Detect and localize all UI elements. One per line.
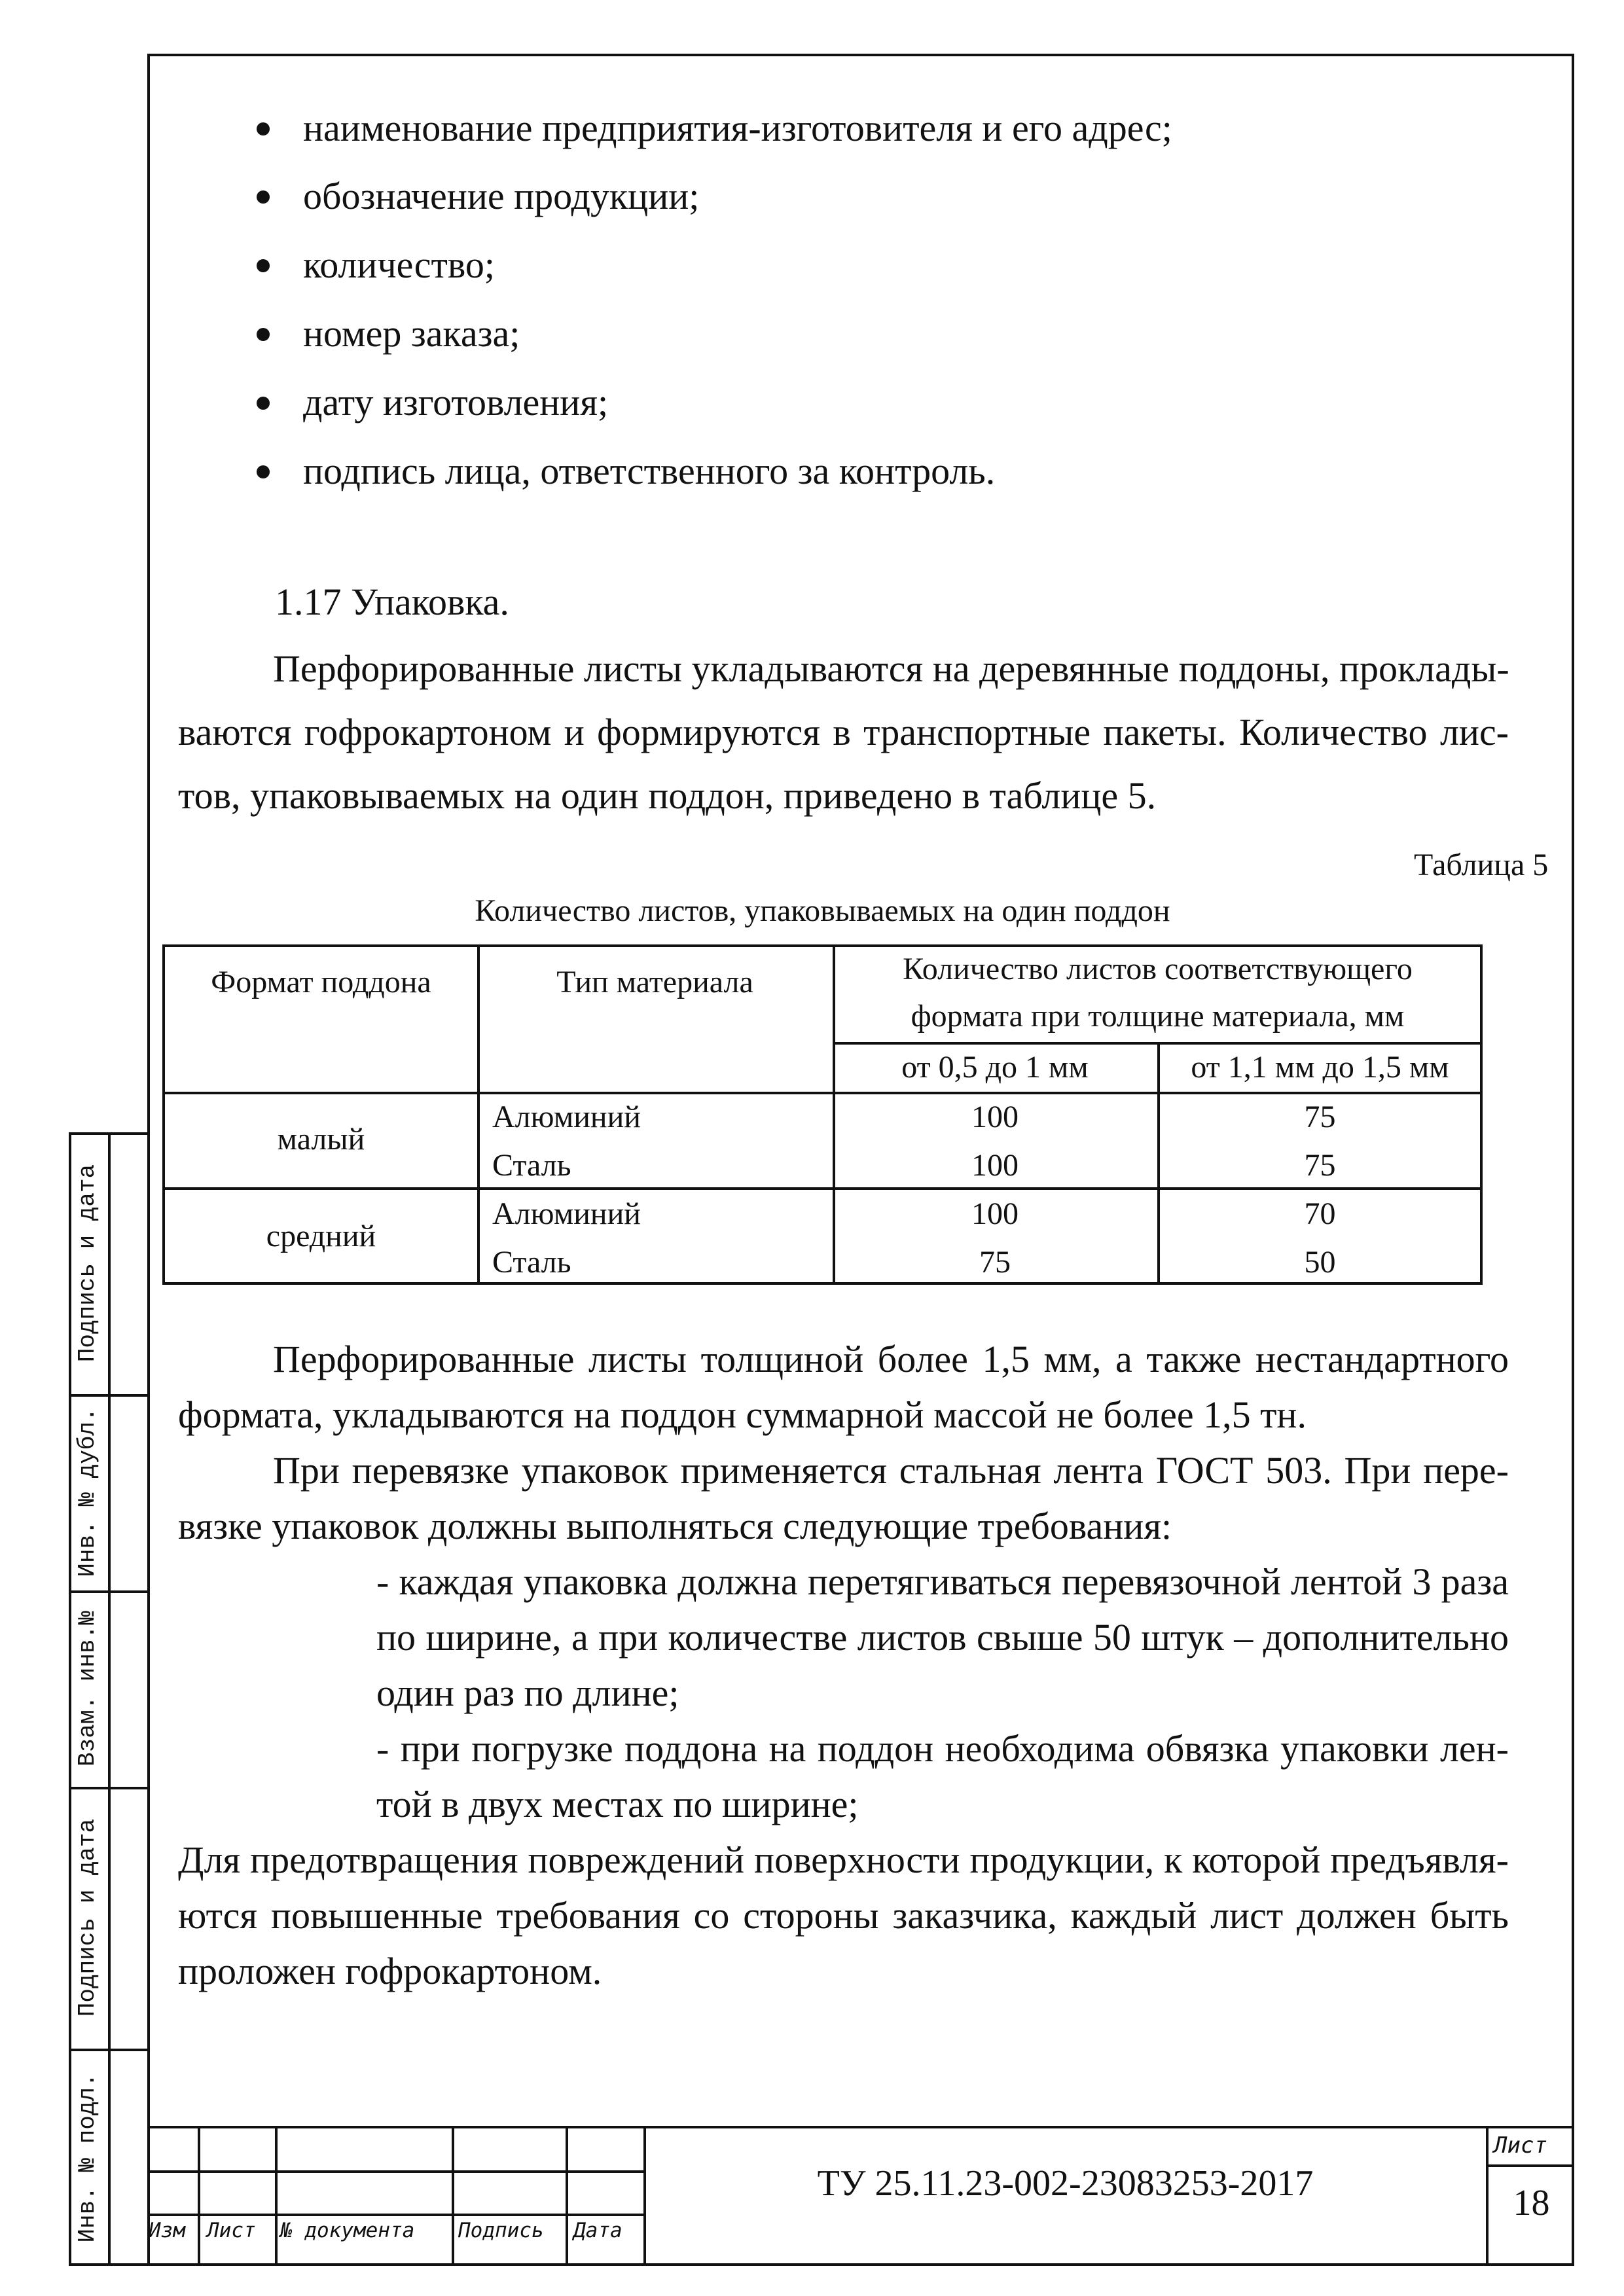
bullet-item: подпись лица, ответственного за контроль. (303, 450, 996, 492)
section-title: 1.17 Упаковка. (275, 581, 509, 623)
bullet-dot (257, 190, 270, 204)
bullet-item: дату изготовления; (303, 381, 609, 423)
para4-line: проложен гофрокартоном. (178, 1950, 602, 1992)
side-label-dup-inv: Инв. № дубл. (74, 1407, 101, 1577)
doc-code: ТУ 25.11.23-002-23083253-2017 (817, 2163, 1314, 2204)
bullet-dot (257, 122, 270, 135)
header-thin: от 0,5 до 1 мм (901, 1050, 1089, 1085)
header-format: Формат поддона (211, 965, 431, 999)
header-material: Тип материала (556, 965, 753, 999)
table-caption: Количество листов, упаковываемых на один поддон (475, 893, 1170, 928)
cell-thin: 100 (971, 1100, 1019, 1134)
para3-line: вязке упаковок должны выполняться следующие требования: (178, 1505, 1172, 1547)
side-label-sign-date: Подпись и дата (74, 1164, 101, 1363)
para4-line: Для предотвращения повреждений поверхности продукции, к которой предъявля- (178, 1839, 1509, 1881)
bullet-dot (257, 397, 270, 410)
packing-table (162, 944, 1483, 1285)
bullet-item: обозначение продукции; (303, 175, 700, 217)
bullet-dot (257, 259, 270, 272)
cell-format: малый (277, 1122, 365, 1157)
bullet-dot (257, 328, 270, 341)
cell-material: Сталь (492, 1245, 571, 1280)
col-document: № документа (280, 2219, 415, 2242)
para1-line: Перфорированные листы укладываются на деревянные поддоны, проклады- (273, 647, 1509, 690)
bullet-item: наименование предприятия-изготовителя и его адрес; (303, 107, 1172, 149)
dash-item-line: - каждая упаковка должна перетягиваться перевязочной лентой 3 раза (376, 1560, 1509, 1603)
para2-line: формата, укладываются на поддон суммарной массой не более 1,5 тн. (178, 1393, 1307, 1436)
header-qty-line2: формата при толщине материала, мм (911, 999, 1405, 1033)
para1-line: ваются гофрокартоном и формируются в транспортные пакеты. Количество лис- (178, 711, 1509, 753)
side-label-sign-date-2: Подпись и дата (74, 1818, 101, 2017)
cell-format: средний (266, 1219, 376, 1253)
cell-thin: 100 (971, 1196, 1019, 1231)
dash-item-line: той в двух местах по ширине; (376, 1783, 859, 1825)
side-label-orig-inv: Инв. № подл. (74, 2073, 101, 2243)
cell-material: Алюминий (492, 1100, 641, 1134)
bullet-dot (257, 465, 270, 478)
col-date: Дата (573, 2219, 623, 2242)
cell-thick: 70 (1304, 1196, 1336, 1231)
cell-thick: 50 (1304, 1245, 1336, 1280)
cell-thick: 75 (1304, 1148, 1336, 1183)
header-thick: от 1,1 мм до 1,5 мм (1191, 1050, 1449, 1085)
sheet-label: Лист (1494, 2132, 1547, 2159)
side-label-replace-inv: Взам. инв.№ (74, 1611, 101, 1767)
table-number: Таблица 5 (1414, 848, 1549, 882)
cell-thick: 75 (1304, 1100, 1336, 1134)
dash-item-line: один раз по длине; (376, 1672, 679, 1714)
cell-material: Сталь (492, 1148, 571, 1183)
para1-line: тов, упаковываемых на один поддон, приведено в таблице 5. (178, 774, 1157, 817)
cell-thin: 100 (971, 1148, 1019, 1183)
para4-line: ются повышенные требования со стороны заказчика, каждый лист должен быть (178, 1894, 1509, 1937)
col-signature: Подпись (458, 2219, 544, 2242)
dash-item-line: по ширине, а при количестве листов свыше 50 штук – дополнительно (376, 1616, 1509, 1659)
para3-line: При перевязке упаковок применяется стальная лента ГОСТ 503. При пере- (273, 1449, 1509, 1492)
col-sheet: Лист (207, 2219, 256, 2242)
bullet-item: номер заказа; (303, 312, 520, 355)
cell-thin: 75 (979, 1245, 1011, 1280)
bullet-item: количество; (303, 243, 496, 286)
para2-line: Перфорированные листы толщиной более 1,5 мм, а также нестандартного (273, 1338, 1509, 1380)
sheet-number: 18 (1513, 2183, 1550, 2223)
dash-item-line: - при погрузке поддона на поддон необходима обвязка упаковки лен- (376, 1727, 1509, 1770)
col-change: Изм (149, 2219, 185, 2242)
cell-material: Алюминий (492, 1196, 641, 1231)
header-qty-line1: Количество листов соответствующего (903, 952, 1413, 986)
